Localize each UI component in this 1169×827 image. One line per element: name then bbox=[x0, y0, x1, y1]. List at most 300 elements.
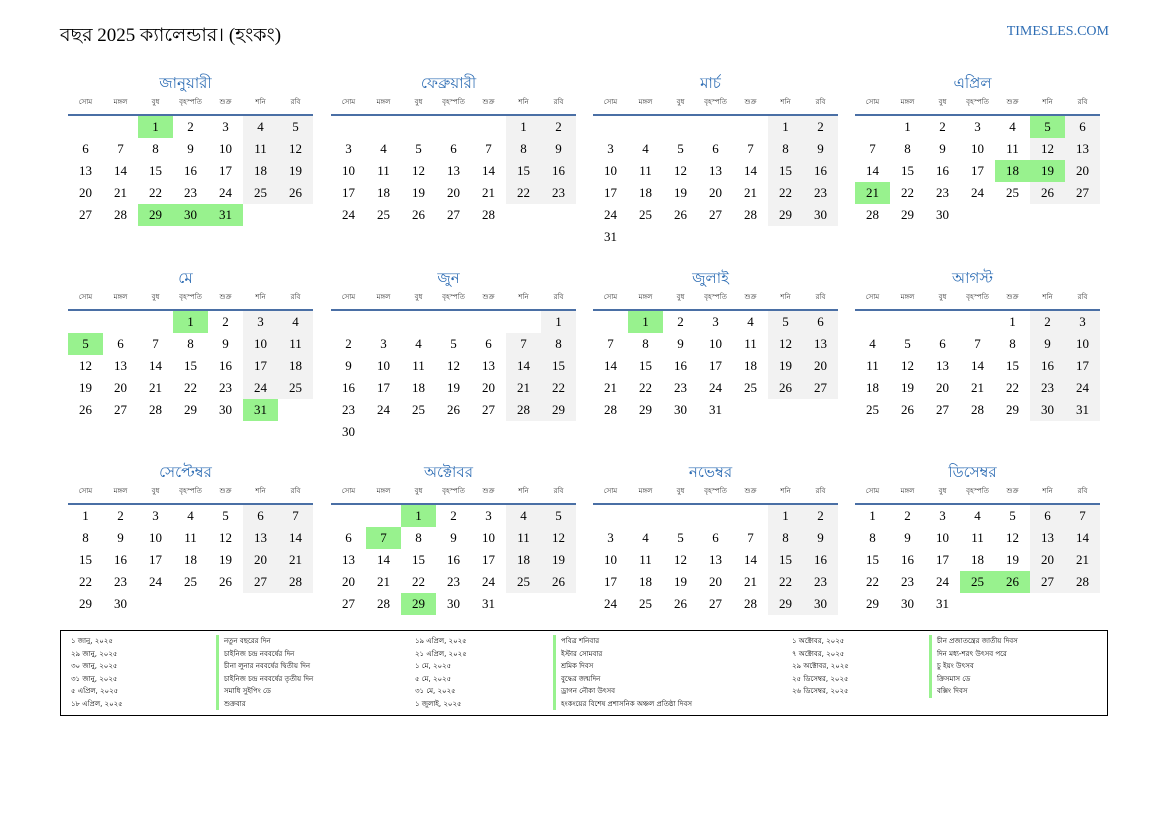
day-cell[interactable]: 23 bbox=[114, 574, 127, 589]
day-cell[interactable]: 16 bbox=[219, 358, 232, 373]
day-cell[interactable]: 8 bbox=[1009, 336, 1016, 351]
day-cell[interactable]: 16 bbox=[803, 160, 838, 182]
day-cell[interactable]: 30 bbox=[114, 596, 127, 611]
day-cell[interactable]: 25 bbox=[243, 182, 278, 204]
day-cell[interactable]: 20 bbox=[342, 574, 355, 589]
day-cell[interactable]: 31 bbox=[709, 402, 722, 417]
day-cell[interactable]: 26 bbox=[219, 574, 232, 589]
holiday-day-cell[interactable]: 18 bbox=[995, 160, 1030, 182]
day-cell[interactable]: 6 bbox=[1065, 116, 1100, 138]
day-cell[interactable]: 11 bbox=[377, 163, 390, 178]
day-cell[interactable]: 28 bbox=[744, 207, 757, 222]
day-cell[interactable]: 4 bbox=[869, 336, 876, 351]
day-cell[interactable]: 26 bbox=[79, 402, 92, 417]
day-cell[interactable]: 15 bbox=[639, 358, 652, 373]
day-cell[interactable]: 16 bbox=[1030, 355, 1065, 377]
day-cell[interactable]: 23 bbox=[541, 182, 576, 204]
day-cell[interactable]: 25 bbox=[278, 377, 313, 399]
day-cell[interactable]: 13 bbox=[243, 527, 278, 549]
day-cell[interactable]: 24 bbox=[936, 574, 949, 589]
day-cell[interactable]: 14 bbox=[278, 527, 313, 549]
day-cell[interactable]: 31 bbox=[936, 596, 949, 611]
day-cell[interactable]: 1 bbox=[1009, 314, 1016, 329]
day-cell[interactable]: 28 bbox=[506, 399, 541, 421]
day-cell[interactable]: 20 bbox=[243, 549, 278, 571]
day-cell[interactable]: 1 bbox=[869, 508, 876, 523]
day-cell[interactable]: 8 bbox=[82, 530, 89, 545]
day-cell[interactable]: 29 bbox=[768, 204, 803, 226]
day-cell[interactable]: 31 bbox=[1065, 399, 1100, 421]
day-cell[interactable]: 26 bbox=[674, 596, 687, 611]
day-cell[interactable]: 4 bbox=[243, 116, 278, 138]
day-cell[interactable]: 2 bbox=[117, 508, 124, 523]
day-cell[interactable]: 4 bbox=[747, 314, 754, 329]
day-cell[interactable]: 13 bbox=[1065, 138, 1100, 160]
day-cell[interactable]: 8 bbox=[869, 530, 876, 545]
day-cell[interactable]: 5 bbox=[415, 141, 422, 156]
day-cell[interactable]: 2 bbox=[187, 119, 194, 134]
holiday-day-cell[interactable]: 19 bbox=[1030, 160, 1065, 182]
day-cell[interactable]: 25 bbox=[412, 402, 425, 417]
day-cell[interactable]: 15 bbox=[541, 355, 576, 377]
day-cell[interactable]: 30 bbox=[936, 207, 949, 222]
holiday-day-cell[interactable]: 26 bbox=[995, 571, 1030, 593]
day-cell[interactable]: 26 bbox=[412, 207, 425, 222]
day-cell[interactable]: 9 bbox=[677, 336, 684, 351]
day-cell[interactable]: 14 bbox=[866, 163, 879, 178]
day-cell[interactable]: 28 bbox=[604, 402, 617, 417]
day-cell[interactable]: 2 bbox=[677, 314, 684, 329]
day-cell[interactable]: 22 bbox=[866, 574, 879, 589]
day-cell[interactable]: 22 bbox=[149, 185, 162, 200]
day-cell[interactable]: 20 bbox=[482, 380, 495, 395]
day-cell[interactable]: 15 bbox=[866, 552, 879, 567]
day-cell[interactable]: 15 bbox=[901, 163, 914, 178]
day-cell[interactable]: 9 bbox=[939, 141, 946, 156]
day-cell[interactable]: 24 bbox=[709, 380, 722, 395]
day-cell[interactable]: 20 bbox=[447, 185, 460, 200]
day-cell[interactable]: 6 bbox=[712, 141, 719, 156]
day-cell[interactable]: 3 bbox=[152, 508, 159, 523]
day-cell[interactable]: 8 bbox=[506, 138, 541, 160]
day-cell[interactable]: 22 bbox=[541, 377, 576, 399]
day-cell[interactable]: 7 bbox=[278, 505, 313, 527]
day-cell[interactable]: 24 bbox=[971, 185, 984, 200]
day-cell[interactable]: 9 bbox=[187, 141, 194, 156]
day-cell[interactable]: 27 bbox=[114, 402, 127, 417]
day-cell[interactable]: 8 bbox=[642, 336, 649, 351]
day-cell[interactable]: 19 bbox=[541, 549, 576, 571]
day-cell[interactable]: 13 bbox=[482, 358, 495, 373]
day-cell[interactable]: 12 bbox=[278, 138, 313, 160]
day-cell[interactable]: 7 bbox=[747, 141, 754, 156]
day-cell[interactable]: 12 bbox=[1030, 138, 1065, 160]
day-cell[interactable]: 18 bbox=[639, 185, 652, 200]
day-cell[interactable]: 2 bbox=[345, 336, 352, 351]
day-cell[interactable]: 25 bbox=[639, 596, 652, 611]
day-cell[interactable]: 29 bbox=[79, 596, 92, 611]
day-cell[interactable]: 11 bbox=[412, 358, 425, 373]
day-cell[interactable]: 18 bbox=[866, 380, 879, 395]
day-cell[interactable]: 7 bbox=[607, 336, 614, 351]
day-cell[interactable]: 22 bbox=[639, 380, 652, 395]
site-link[interactable]: TIMESLES.COM bbox=[1006, 24, 1109, 39]
holiday-day-cell[interactable]: 29 bbox=[401, 593, 436, 615]
day-cell[interactable]: 15 bbox=[506, 160, 541, 182]
day-cell[interactable]: 22 bbox=[768, 182, 803, 204]
day-cell[interactable]: 21 bbox=[482, 185, 495, 200]
day-cell[interactable]: 9 bbox=[803, 138, 838, 160]
day-cell[interactable]: 2 bbox=[1030, 311, 1065, 333]
day-cell[interactable]: 5 bbox=[677, 141, 684, 156]
day-cell[interactable]: 8 bbox=[904, 141, 911, 156]
day-cell[interactable]: 6 bbox=[939, 336, 946, 351]
holiday-day-cell[interactable]: 7 bbox=[366, 527, 401, 549]
day-cell[interactable]: 1 bbox=[768, 505, 803, 527]
day-cell[interactable]: 18 bbox=[278, 355, 313, 377]
day-cell[interactable]: 26 bbox=[768, 377, 803, 399]
day-cell[interactable]: 11 bbox=[1006, 141, 1019, 156]
holiday-day-cell[interactable]: 5 bbox=[1030, 116, 1065, 138]
day-cell[interactable]: 8 bbox=[415, 530, 422, 545]
day-cell[interactable]: 29 bbox=[1006, 402, 1019, 417]
day-cell[interactable]: 27 bbox=[803, 377, 838, 399]
day-cell[interactable]: 2 bbox=[803, 116, 838, 138]
day-cell[interactable]: 4 bbox=[278, 311, 313, 333]
day-cell[interactable]: 27 bbox=[1030, 571, 1065, 593]
day-cell[interactable]: 12 bbox=[541, 527, 576, 549]
day-cell[interactable]: 10 bbox=[936, 530, 949, 545]
day-cell[interactable]: 16 bbox=[184, 163, 197, 178]
day-cell[interactable]: 9 bbox=[345, 358, 352, 373]
day-cell[interactable]: 31 bbox=[604, 229, 617, 244]
day-cell[interactable]: 25 bbox=[377, 207, 390, 222]
holiday-day-cell[interactable]: 1 bbox=[138, 116, 173, 138]
day-cell[interactable]: 16 bbox=[541, 160, 576, 182]
day-cell[interactable]: 15 bbox=[1006, 358, 1019, 373]
day-cell[interactable]: 11 bbox=[639, 163, 652, 178]
day-cell[interactable]: 27 bbox=[709, 207, 722, 222]
day-cell[interactable]: 13 bbox=[447, 163, 460, 178]
day-cell[interactable]: 13 bbox=[79, 163, 92, 178]
day-cell[interactable]: 17 bbox=[482, 552, 495, 567]
holiday-day-cell[interactable]: 5 bbox=[68, 333, 103, 355]
day-cell[interactable]: 10 bbox=[709, 336, 722, 351]
day-cell[interactable]: 15 bbox=[184, 358, 197, 373]
day-cell[interactable]: 3 bbox=[345, 141, 352, 156]
day-cell[interactable]: 3 bbox=[243, 311, 278, 333]
day-cell[interactable]: 27 bbox=[79, 207, 92, 222]
day-cell[interactable]: 22 bbox=[901, 185, 914, 200]
day-cell[interactable]: 10 bbox=[219, 141, 232, 156]
day-cell[interactable]: 10 bbox=[482, 530, 495, 545]
day-cell[interactable]: 15 bbox=[149, 163, 162, 178]
holiday-day-cell[interactable]: 1 bbox=[628, 311, 663, 333]
day-cell[interactable]: 29 bbox=[866, 596, 879, 611]
day-cell[interactable]: 3 bbox=[607, 141, 614, 156]
day-cell[interactable]: 24 bbox=[604, 207, 617, 222]
day-cell[interactable]: 18 bbox=[243, 160, 278, 182]
day-cell[interactable]: 2 bbox=[904, 508, 911, 523]
day-cell[interactable]: 24 bbox=[149, 574, 162, 589]
day-cell[interactable]: 16 bbox=[447, 552, 460, 567]
day-cell[interactable]: 15 bbox=[79, 552, 92, 567]
day-cell[interactable]: 23 bbox=[674, 380, 687, 395]
day-cell[interactable]: 5 bbox=[278, 116, 313, 138]
day-cell[interactable]: 19 bbox=[278, 160, 313, 182]
day-cell[interactable]: 31 bbox=[482, 596, 495, 611]
day-cell[interactable]: 7 bbox=[152, 336, 159, 351]
day-cell[interactable]: 13 bbox=[114, 358, 127, 373]
day-cell[interactable]: 28 bbox=[971, 402, 984, 417]
day-cell[interactable]: 14 bbox=[482, 163, 495, 178]
holiday-day-cell[interactable]: 29 bbox=[138, 204, 173, 226]
day-cell[interactable]: 23 bbox=[447, 574, 460, 589]
day-cell[interactable]: 20 bbox=[79, 185, 92, 200]
day-cell[interactable]: 3 bbox=[222, 119, 229, 134]
day-cell[interactable]: 11 bbox=[639, 552, 652, 567]
day-cell[interactable]: 22 bbox=[412, 574, 425, 589]
day-cell[interactable]: 4 bbox=[642, 530, 649, 545]
day-cell[interactable]: 26 bbox=[674, 207, 687, 222]
day-cell[interactable]: 9 bbox=[541, 138, 576, 160]
day-cell[interactable]: 17 bbox=[604, 185, 617, 200]
holiday-day-cell[interactable]: 31 bbox=[243, 399, 278, 421]
day-cell[interactable]: 20 bbox=[936, 380, 949, 395]
day-cell[interactable]: 15 bbox=[412, 552, 425, 567]
day-cell[interactable]: 6 bbox=[117, 336, 124, 351]
day-cell[interactable]: 11 bbox=[866, 358, 879, 373]
day-cell[interactable]: 6 bbox=[485, 336, 492, 351]
day-cell[interactable]: 16 bbox=[803, 549, 838, 571]
day-cell[interactable]: 10 bbox=[243, 333, 278, 355]
day-cell[interactable]: 9 bbox=[904, 530, 911, 545]
day-cell[interactable]: 11 bbox=[506, 527, 541, 549]
holiday-day-cell[interactable]: 1 bbox=[401, 505, 436, 527]
day-cell[interactable]: 18 bbox=[971, 552, 984, 567]
day-cell[interactable]: 21 bbox=[506, 377, 541, 399]
day-cell[interactable]: 3 bbox=[974, 119, 981, 134]
day-cell[interactable]: 18 bbox=[412, 380, 425, 395]
day-cell[interactable]: 27 bbox=[709, 596, 722, 611]
day-cell[interactable]: 21 bbox=[114, 185, 127, 200]
day-cell[interactable]: 5 bbox=[904, 336, 911, 351]
day-cell[interactable]: 8 bbox=[768, 138, 803, 160]
day-cell[interactable]: 7 bbox=[869, 141, 876, 156]
day-cell[interactable]: 21 bbox=[377, 574, 390, 589]
day-cell[interactable]: 20 bbox=[709, 185, 722, 200]
day-cell[interactable]: 22 bbox=[768, 571, 803, 593]
day-cell[interactable]: 1 bbox=[506, 116, 541, 138]
day-cell[interactable]: 24 bbox=[219, 185, 232, 200]
day-cell[interactable]: 8 bbox=[541, 333, 576, 355]
day-cell[interactable]: 23 bbox=[219, 380, 232, 395]
day-cell[interactable]: 4 bbox=[642, 141, 649, 156]
day-cell[interactable]: 27 bbox=[243, 571, 278, 593]
day-cell[interactable]: 6 bbox=[712, 530, 719, 545]
day-cell[interactable]: 28 bbox=[866, 207, 879, 222]
day-cell[interactable]: 23 bbox=[184, 185, 197, 200]
day-cell[interactable]: 25 bbox=[184, 574, 197, 589]
day-cell[interactable]: 11 bbox=[971, 530, 984, 545]
day-cell[interactable]: 7 bbox=[506, 333, 541, 355]
day-cell[interactable]: 10 bbox=[342, 163, 355, 178]
day-cell[interactable]: 14 bbox=[506, 355, 541, 377]
day-cell[interactable]: 21 bbox=[744, 574, 757, 589]
day-cell[interactable]: 26 bbox=[541, 571, 576, 593]
day-cell[interactable]: 7 bbox=[117, 141, 124, 156]
day-cell[interactable]: 2 bbox=[803, 505, 838, 527]
day-cell[interactable]: 19 bbox=[901, 380, 914, 395]
day-cell[interactable]: 14 bbox=[744, 552, 757, 567]
day-cell[interactable]: 20 bbox=[709, 574, 722, 589]
day-cell[interactable]: 19 bbox=[674, 574, 687, 589]
day-cell[interactable]: 17 bbox=[377, 380, 390, 395]
day-cell[interactable]: 11 bbox=[184, 530, 197, 545]
day-cell[interactable]: 25 bbox=[1006, 185, 1019, 200]
day-cell[interactable]: 28 bbox=[377, 596, 390, 611]
day-cell[interactable]: 15 bbox=[768, 549, 803, 571]
day-cell[interactable]: 14 bbox=[971, 358, 984, 373]
day-cell[interactable]: 29 bbox=[901, 207, 914, 222]
day-cell[interactable]: 3 bbox=[1065, 311, 1100, 333]
day-cell[interactable]: 21 bbox=[604, 380, 617, 395]
day-cell[interactable]: 21 bbox=[278, 549, 313, 571]
day-cell[interactable]: 10 bbox=[149, 530, 162, 545]
day-cell[interactable]: 4 bbox=[506, 505, 541, 527]
day-cell[interactable]: 6 bbox=[82, 141, 89, 156]
day-cell[interactable]: 8 bbox=[152, 141, 159, 156]
day-cell[interactable]: 9 bbox=[1030, 333, 1065, 355]
day-cell[interactable]: 30 bbox=[803, 593, 838, 615]
day-cell[interactable]: 26 bbox=[447, 402, 460, 417]
day-cell[interactable]: 9 bbox=[450, 530, 457, 545]
day-cell[interactable]: 30 bbox=[1030, 399, 1065, 421]
day-cell[interactable]: 4 bbox=[974, 508, 981, 523]
day-cell[interactable]: 18 bbox=[184, 552, 197, 567]
day-cell[interactable]: 13 bbox=[1030, 527, 1065, 549]
day-cell[interactable]: 25 bbox=[639, 207, 652, 222]
day-cell[interactable]: 3 bbox=[485, 508, 492, 523]
day-cell[interactable]: 16 bbox=[901, 552, 914, 567]
day-cell[interactable]: 17 bbox=[604, 574, 617, 589]
day-cell[interactable]: 3 bbox=[607, 530, 614, 545]
day-cell[interactable]: 2 bbox=[222, 314, 229, 329]
day-cell[interactable]: 20 bbox=[114, 380, 127, 395]
holiday-day-cell[interactable]: 30 bbox=[173, 204, 208, 226]
day-cell[interactable]: 28 bbox=[278, 571, 313, 593]
day-cell[interactable]: 28 bbox=[1065, 571, 1100, 593]
day-cell[interactable]: 16 bbox=[936, 163, 949, 178]
day-cell[interactable]: 17 bbox=[971, 163, 984, 178]
day-cell[interactable]: 2 bbox=[450, 508, 457, 523]
day-cell[interactable]: 4 bbox=[1009, 119, 1016, 134]
day-cell[interactable]: 12 bbox=[219, 530, 232, 545]
day-cell[interactable]: 19 bbox=[1006, 552, 1019, 567]
day-cell[interactable]: 27 bbox=[482, 402, 495, 417]
day-cell[interactable]: 20 bbox=[1030, 549, 1065, 571]
day-cell[interactable]: 16 bbox=[114, 552, 127, 567]
day-cell[interactable]: 10 bbox=[604, 552, 617, 567]
day-cell[interactable]: 12 bbox=[768, 333, 803, 355]
day-cell[interactable]: 4 bbox=[380, 141, 387, 156]
day-cell[interactable]: 25 bbox=[866, 402, 879, 417]
day-cell[interactable]: 14 bbox=[604, 358, 617, 373]
day-cell[interactable]: 30 bbox=[342, 424, 355, 439]
day-cell[interactable]: 29 bbox=[639, 402, 652, 417]
day-cell[interactable]: 27 bbox=[342, 596, 355, 611]
day-cell[interactable]: 12 bbox=[674, 552, 687, 567]
day-cell[interactable]: 30 bbox=[901, 596, 914, 611]
day-cell[interactable]: 7 bbox=[485, 141, 492, 156]
day-cell[interactable]: 4 bbox=[187, 508, 194, 523]
day-cell[interactable]: 14 bbox=[377, 552, 390, 567]
day-cell[interactable]: 30 bbox=[219, 402, 232, 417]
day-cell[interactable]: 5 bbox=[541, 505, 576, 527]
day-cell[interactable]: 21 bbox=[149, 380, 162, 395]
day-cell[interactable]: 15 bbox=[768, 160, 803, 182]
day-cell[interactable]: 23 bbox=[342, 402, 355, 417]
day-cell[interactable]: 11 bbox=[278, 333, 313, 355]
day-cell[interactable]: 5 bbox=[222, 508, 229, 523]
day-cell[interactable]: 12 bbox=[674, 163, 687, 178]
day-cell[interactable]: 23 bbox=[936, 185, 949, 200]
day-cell[interactable]: 13 bbox=[803, 333, 838, 355]
day-cell[interactable]: 5 bbox=[1009, 508, 1016, 523]
day-cell[interactable]: 10 bbox=[604, 163, 617, 178]
holiday-day-cell[interactable]: 1 bbox=[173, 311, 208, 333]
day-cell[interactable]: 24 bbox=[604, 596, 617, 611]
day-cell[interactable]: 17 bbox=[1065, 355, 1100, 377]
day-cell[interactable]: 3 bbox=[712, 314, 719, 329]
day-cell[interactable]: 26 bbox=[1030, 182, 1065, 204]
day-cell[interactable]: 6 bbox=[803, 311, 838, 333]
day-cell[interactable]: 22 bbox=[1006, 380, 1019, 395]
day-cell[interactable]: 6 bbox=[1030, 505, 1065, 527]
day-cell[interactable]: 17 bbox=[936, 552, 949, 567]
day-cell[interactable]: 19 bbox=[674, 185, 687, 200]
day-cell[interactable]: 23 bbox=[1030, 377, 1065, 399]
day-cell[interactable]: 23 bbox=[803, 571, 838, 593]
day-cell[interactable]: 18 bbox=[506, 549, 541, 571]
day-cell[interactable]: 27 bbox=[447, 207, 460, 222]
day-cell[interactable]: 28 bbox=[149, 402, 162, 417]
day-cell[interactable]: 7 bbox=[1065, 505, 1100, 527]
day-cell[interactable]: 12 bbox=[1006, 530, 1019, 545]
day-cell[interactable]: 22 bbox=[184, 380, 197, 395]
day-cell[interactable]: 9 bbox=[117, 530, 124, 545]
holiday-day-cell[interactable]: 21 bbox=[855, 182, 890, 204]
day-cell[interactable]: 13 bbox=[342, 552, 355, 567]
day-cell[interactable]: 30 bbox=[674, 402, 687, 417]
day-cell[interactable]: 6 bbox=[450, 141, 457, 156]
day-cell[interactable]: 22 bbox=[506, 182, 541, 204]
day-cell[interactable]: 21 bbox=[1065, 549, 1100, 571]
day-cell[interactable]: 29 bbox=[184, 402, 197, 417]
day-cell[interactable]: 17 bbox=[342, 185, 355, 200]
day-cell[interactable]: 5 bbox=[450, 336, 457, 351]
day-cell[interactable]: 21 bbox=[744, 185, 757, 200]
day-cell[interactable]: 28 bbox=[744, 596, 757, 611]
day-cell[interactable]: 27 bbox=[1065, 182, 1100, 204]
day-cell[interactable]: 19 bbox=[412, 185, 425, 200]
day-cell[interactable]: 13 bbox=[936, 358, 949, 373]
day-cell[interactable]: 24 bbox=[342, 207, 355, 222]
day-cell[interactable]: 25 bbox=[506, 571, 541, 593]
day-cell[interactable]: 19 bbox=[79, 380, 92, 395]
day-cell[interactable]: 29 bbox=[541, 399, 576, 421]
day-cell[interactable]: 16 bbox=[674, 358, 687, 373]
